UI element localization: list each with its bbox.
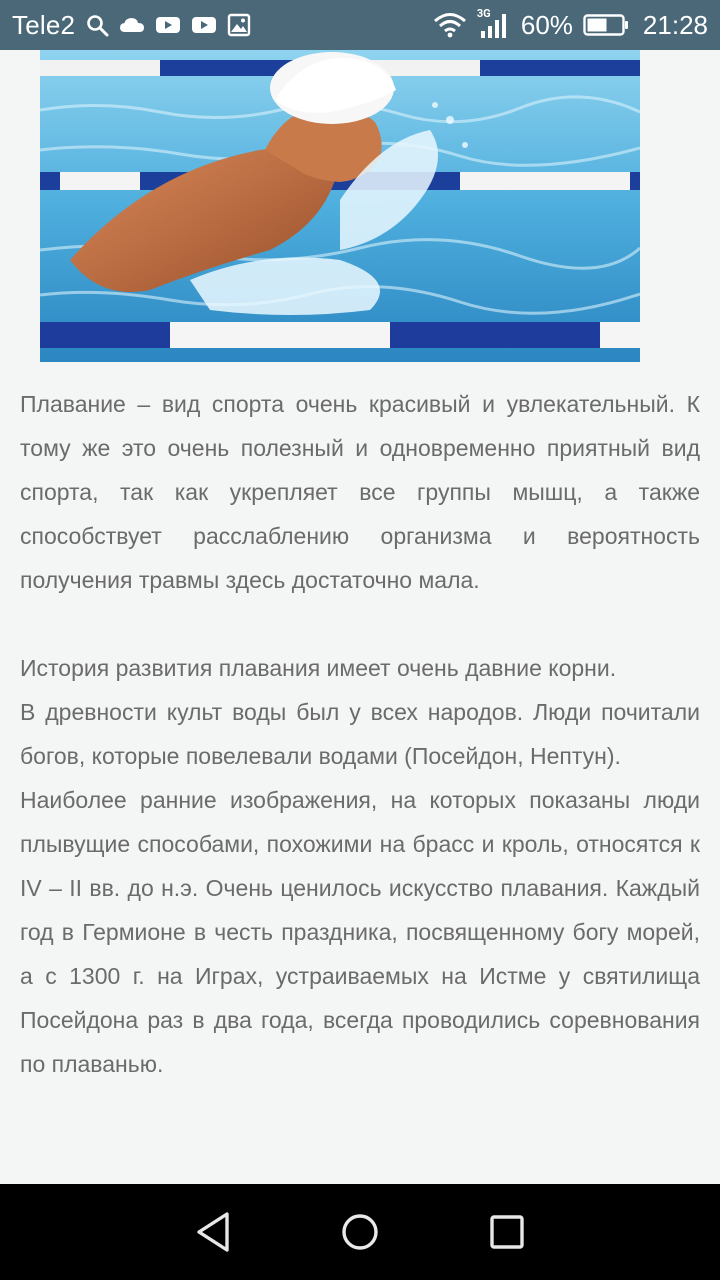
paragraph-spacer	[20, 602, 700, 646]
recents-icon	[489, 1214, 525, 1250]
navigation-bar	[0, 1184, 720, 1280]
page-content[interactable]	[0, 50, 720, 1184]
swimmer-image	[40, 50, 640, 362]
status-left	[12, 10, 251, 41]
battery-icon	[583, 13, 629, 37]
youtube-icon	[155, 15, 181, 35]
signal-icon	[476, 7, 511, 39]
wifi-icon	[433, 12, 467, 38]
search-icon	[85, 13, 109, 37]
home-icon	[340, 1212, 380, 1252]
back-button[interactable]	[173, 1192, 253, 1272]
carrier-name: Tele2	[12, 9, 76, 40]
cloud-icon	[119, 15, 145, 35]
home-button[interactable]	[320, 1192, 400, 1272]
youtube-icon	[191, 15, 217, 35]
article-paragraph: Плавание – вид спорта очень красивый и увлекательный. К тому же это очень полезный и одновременно приятный вид спорта, так как укрепляет все группы мышц, а также способствует расслаблению организма и вероятность получения травмы здесь достаточно мала.	[20, 391, 700, 593]
recents-button[interactable]	[467, 1192, 547, 1272]
clock: 21:28	[642, 9, 708, 40]
article-paragraph: Наиболее ранние изображения, на которых показаны люди плывущие способами, похожими на брасс и кроль, относятся к IV – II вв. до н.э. Очень ценилось искусство плавания. Каждый год в Гермионе в честь праздника, посвященному богу морей, а с 1300 г. на Играх, устраиваемых на Истме у святилища Посейдона раз в два года, всегда проводились соревнования по плаванью.	[20, 787, 700, 1077]
status-right	[433, 7, 708, 41]
article-paragraph: История развития плавания имеет очень давние корни.	[20, 655, 617, 681]
back-icon	[193, 1210, 233, 1254]
network-type: 3G	[476, 7, 491, 20]
status-bar	[0, 0, 720, 50]
image-icon	[227, 13, 251, 37]
article-paragraph: В древности культ воды был у всех народов. Люди почитали богов, которые повелевали водами (Посейдон, Нептун).	[20, 699, 700, 769]
article-text	[20, 382, 700, 1086]
battery-percent: 60%	[520, 9, 573, 40]
